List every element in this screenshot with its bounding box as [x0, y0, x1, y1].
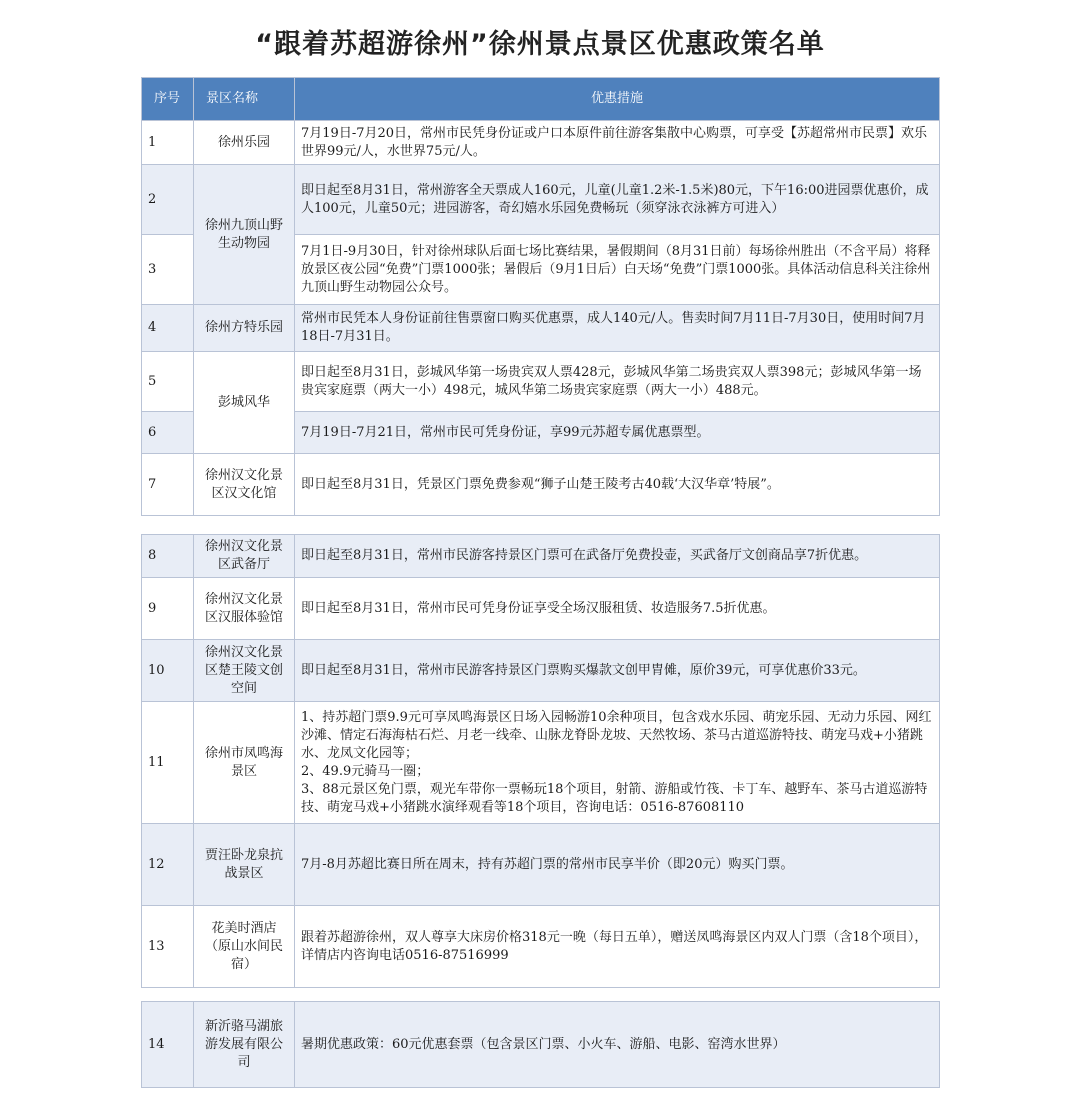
row-no: 2 — [142, 165, 194, 235]
row-no: 1 — [142, 121, 194, 165]
row-desc-line-1: 1、持苏超门票9.9元可享凤鸣海景区日场入园畅游10余种项目，包含戏水乐园、萌宠乐园、无动力乐园、网红沙滩、情定石海海枯石烂、月老一线牵、山脉龙脊卧龙坡、天然牧场、茶马古道巡游特技、萌宠马戏+小猪跳水、龙凤文化园等； — [301, 709, 932, 761]
row-no: 6 — [142, 412, 194, 454]
row-name: 徐州市凤鸣海景区 — [194, 702, 295, 824]
table-row — [142, 121, 940, 165]
row-name: 徐州汉文化景区汉文化馆 — [194, 454, 295, 516]
row-desc: 即日起至8月31日，常州游客全天票成人160元，儿童(儿童1.2米-1.5米)80元，下午16:00进园票优惠价，成人100元，儿童50元；进园游客，奇幻嬉水乐园免费畅玩（须穿泳衣泳裤方可进入） — [295, 165, 940, 235]
row-desc: 即日起至8月31日，彭城风华第一场贵宾双人票428元，彭城风华第二场贵宾双人票398元；彭城风华第一场贵宾家庭票（两大一小）498元，城风华第二场贵宾家庭票（两大一小）488元。 — [295, 352, 940, 412]
row-name: 彭城风华 — [194, 352, 295, 454]
page-title: “跟着苏超游徐州”徐州景点景区优惠政策名单 — [255, 29, 825, 60]
table-row — [142, 640, 940, 702]
row-no: 14 — [142, 1002, 194, 1088]
row-name: 徐州方特乐园 — [194, 305, 295, 352]
row-desc: 即日起至8月31日，常州市民可凭身份证享受全场汉服租赁、妆造服务7.5折优惠。 — [295, 578, 940, 640]
policy-table-part-2 — [141, 534, 940, 988]
row-name: 徐州汉文化景区武备厅 — [194, 535, 295, 578]
row-desc-line-3: 3、88元景区免门票，观光车带你一票畅玩18个项目，射箭、游船或竹筏、卡丁车、越野车、茶马古道巡游特技、萌宠马戏+小猪跳水演绎观看等18个项目，咨询电话：0516-87608110 — [301, 781, 928, 815]
table-row — [142, 578, 940, 640]
row-no: 3 — [142, 235, 194, 305]
row-name: 贾汪卧龙泉抗战景区 — [194, 824, 295, 906]
row-desc: 即日起至8月31日，常州市民游客持景区门票可在武备厅免费投壶，买武备厅文创商品享7折优惠。 — [295, 535, 940, 578]
table-row — [142, 454, 940, 516]
row-name: 花美时酒店（原山水间民宿） — [194, 906, 295, 988]
row-desc: 跟着苏超游徐州，双人尊享大床房价格318元一晚（每日五单），赠送凤鸣海景区内双人门票（含18个项目），详情店内咨询电话0516-87516999 — [295, 906, 940, 988]
row-name: 徐州汉文化景区楚王陵文创空间 — [194, 640, 295, 702]
table-row — [142, 352, 940, 412]
row-no: 11 — [142, 702, 194, 824]
row-no: 4 — [142, 305, 194, 352]
table-row — [142, 702, 940, 824]
policy-table-part-1 — [141, 77, 940, 516]
row-name: 徐州九顶山野生动物园 — [194, 165, 295, 305]
row-no: 12 — [142, 824, 194, 906]
table-row — [142, 305, 940, 352]
row-no: 7 — [142, 454, 194, 516]
row-desc — [295, 702, 940, 824]
table-row — [142, 535, 940, 578]
header-no: 序号 — [142, 78, 194, 121]
row-desc: 7月19日-7月21日，常州市民可凭身份证，享99元苏超专属优惠票型。 — [295, 412, 940, 454]
row-desc: 即日起至8月31日，常州市民游客持景区门票购买爆款文创甲胄傩，原价39元，可享优惠价33元。 — [295, 640, 940, 702]
table-row — [142, 1002, 940, 1088]
policy-table-part-3 — [141, 1001, 940, 1088]
row-desc: 常州市民凭本人身份证前往售票窗口购买优惠票，成人140元/人。售卖时间7月11日-7月30日，使用时间7月18日-7月31日。 — [295, 305, 940, 352]
row-name: 徐州乐园 — [194, 121, 295, 165]
row-name: 新沂骆马湖旅游发展有限公司 — [194, 1002, 295, 1088]
table-row — [142, 824, 940, 906]
row-no: 8 — [142, 535, 194, 578]
row-desc: 即日起至8月31日，凭景区门票免费参观“狮子山楚王陵考古40载‘大汉华章’特展”。 — [295, 454, 940, 516]
table-row — [142, 906, 940, 988]
row-name: 徐州汉文化景区汉服体验馆 — [194, 578, 295, 640]
row-no: 5 — [142, 352, 194, 412]
row-desc: 暑期优惠政策：60元优惠套票（包含景区门票、小火车、游船、电影、窑湾水世界） — [295, 1002, 940, 1088]
row-no: 13 — [142, 906, 194, 988]
header-name: 景区名称 — [194, 78, 295, 121]
table-row — [142, 165, 940, 235]
row-desc: 7月19日-7月20日，常州市民凭身份证或户口本原件前往游客集散中心购票，可享受【苏超常州市民票】欢乐世界99元/人，水世界75元/人。 — [295, 121, 940, 165]
row-no: 9 — [142, 578, 194, 640]
header-desc: 优惠措施 — [295, 78, 940, 121]
table-header-row — [142, 78, 940, 121]
row-desc: 7月-8月苏超比赛日所在周末，持有苏超门票的常州市民享半价（即20元）购买门票。 — [295, 824, 940, 906]
row-no: 10 — [142, 640, 194, 702]
row-desc-line-2: 2、49.9元骑马一圈； — [301, 763, 430, 779]
row-desc: 7月1日-9月30日，针对徐州球队后面七场比赛结果，暑假期间（8月31日前）每场徐州胜出（不含平局）将释放景区夜公园“免费”门票1000张；暑假后（9月1日后）白天场“免费”门票1000张。具体活动信息科关注徐州九顶山野生动物园公众号。 — [295, 235, 940, 305]
